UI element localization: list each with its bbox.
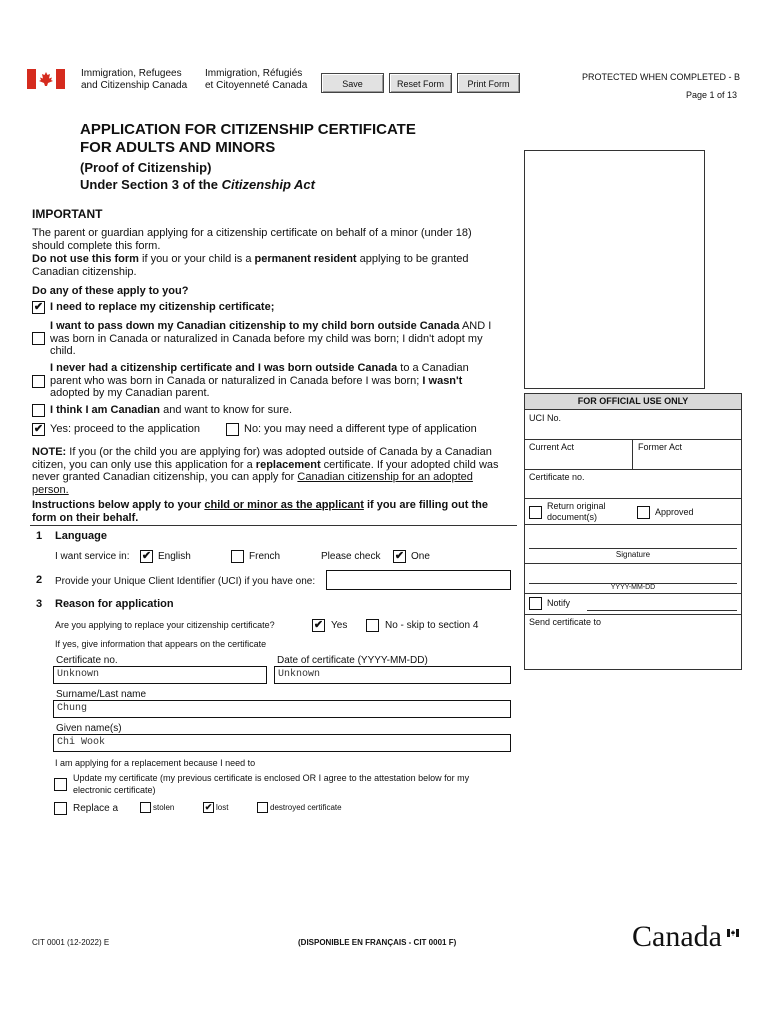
replace-no-checkbox[interactable]: [366, 619, 379, 632]
return-documents-checkbox[interactable]: [529, 506, 542, 519]
replace-yes-label: Yes: [331, 620, 348, 631]
page-subtitle: (Proof of Citizenship) Under Section 3 of the Citizenship Act: [80, 160, 315, 192]
canada-wordmark: Canada: [632, 920, 722, 953]
option-pass-down-checkbox[interactable]: [32, 332, 45, 345]
uci-input[interactable]: [326, 570, 511, 590]
official-uci-label: UCI No.: [529, 413, 562, 423]
option-think-canadian-checkbox[interactable]: [32, 404, 45, 417]
lost-checkbox[interactable]: ✔: [204, 802, 213, 812]
notify-checkbox[interactable]: [529, 597, 542, 610]
protected-label: PROTECTED WHEN COMPLETED - B: [582, 72, 741, 82]
divider: [30, 525, 517, 526]
page-title: APPLICATION FOR CITIZENSHIP CERTIFICATE FOR ADULTS AND MINORS: [80, 121, 416, 156]
french-label: French: [249, 551, 281, 562]
update-certificate-checkbox[interactable]: [54, 778, 67, 791]
print-form-button[interactable]: Print Form: [457, 73, 520, 93]
service-in-label: I want service in:: [55, 551, 130, 562]
no-different-app-label: No: you may need a different type of application: [244, 423, 477, 435]
date-format-label: YYYY-MM-DD: [610, 584, 656, 591]
option-never-had-checkbox[interactable]: [32, 375, 45, 388]
signature-label: Signature: [615, 550, 651, 559]
option-think-canadian-label: I think I am Canadian and want to know for sure.: [50, 404, 293, 416]
certificate-date-label: Date of certificate (YYYY-MM-DD): [277, 655, 428, 666]
approved-checkbox[interactable]: [637, 506, 650, 519]
replace-no-label: No - skip to section 4: [385, 620, 479, 631]
section3-heading: Reason for application: [55, 598, 174, 610]
replacement-reason-label: I am applying for a replacement because I need to: [55, 758, 256, 768]
replace-a-checkbox[interactable]: [54, 802, 67, 815]
replace-yes-checkbox[interactable]: ✔: [313, 619, 324, 631]
surname-input[interactable]: Chung: [53, 700, 511, 718]
uci-label: Provide your Unique Client Identifier (UCI) if you have one:: [55, 576, 316, 587]
save-button[interactable]: Save: [321, 73, 384, 93]
return-documents-label: Return original document(s): [547, 501, 606, 522]
french-availability: (DISPONIBLE EN FRANÇAIS - CIT 0001 F): [298, 938, 457, 947]
dept-name-en: Immigration, Refugees and Citizenship Canada: [81, 68, 188, 91]
reset-form-button[interactable]: Reset Form: [389, 73, 452, 93]
english-checkbox[interactable]: ✔: [141, 550, 152, 562]
official-use-panel: [524, 393, 742, 670]
section1-heading: Language: [55, 530, 107, 542]
send-certificate-label: Send certificate to: [529, 617, 602, 627]
certificate-no-label: Certificate no.: [56, 655, 118, 666]
adopted-person-link[interactable]: Canadian citizenship for an adopted person.: [32, 471, 473, 496]
lost-label: lost: [216, 803, 229, 812]
please-check-label: Please check: [321, 551, 381, 562]
one-label: One: [411, 551, 430, 562]
no-different-app-checkbox[interactable]: [226, 423, 239, 436]
option-never-had-label: I never had a citizenship certificate and I was born outside Canada to a Canadian parent who was born in Canada or naturalized in Canada before I was born; I wasn't adopted by my Canadian parent.: [50, 362, 469, 399]
option-replace-label: I need to replace my citizenship certificate;: [50, 301, 275, 313]
replace-question: Are you applying to replace your citizenship certificate?: [55, 620, 275, 630]
minor-instructions: Instructions below apply to your child or minor as the applicant if you are filling out the form on their behalf.: [32, 499, 488, 524]
canada-flag-icon: [27, 69, 65, 89]
approved-label: Approved: [655, 507, 694, 517]
former-act-label: Former Act: [638, 442, 683, 452]
if-yes-label: If yes, give information that appears on the certificate: [55, 639, 267, 649]
notify-label: Notify: [547, 598, 571, 608]
destroyed-checkbox[interactable]: [257, 802, 268, 813]
yes-proceed-label: Yes: proceed to the application: [50, 423, 201, 435]
important-text: The parent or guardian applying for a citizenship certificate on behalf of a minor (under 18) should complete this form. Do not use this form if you or your child is a permanent resident applying to be granted Canadian citizenship.: [32, 227, 472, 278]
stolen-label: stolen: [153, 803, 175, 812]
adoption-note: NOTE: If you (or the child you are applying for) was adopted outside of Canada by a Canadian citizen, you can only use this application for a replacement certificate. If your adopted child was never granted Canadian citizenship, you can apply for Canadian citizenship for an adopted person.: [32, 446, 499, 496]
section1-number: 1: [36, 530, 43, 542]
option-replace-checkbox[interactable]: ✔: [33, 301, 44, 313]
form-number: CIT 0001 (12-2022) E: [32, 938, 110, 947]
section3-number: 3: [36, 598, 43, 610]
one-checkbox[interactable]: ✔: [394, 550, 405, 562]
official-use-heading: FOR OFFICIAL USE ONLY: [525, 394, 741, 410]
wordmark-flag-icon: [727, 924, 739, 932]
update-certificate-label: Update my certificate (my previous certificate is enclosed OR I agree to the attestation below for my electronic certificate): [73, 773, 470, 795]
surname-label: Surname/Last name: [56, 689, 147, 700]
given-name-input[interactable]: Chi Wook: [53, 734, 511, 752]
dept-name-fr: Immigration, Réfugiés et Citoyenneté Canada: [205, 68, 308, 91]
question-label: Do any of these apply to you?: [32, 285, 189, 297]
yes-proceed-checkbox[interactable]: ✔: [33, 423, 44, 435]
section2-number: 2: [36, 574, 43, 586]
certificate-no-input[interactable]: Unknown: [53, 666, 267, 684]
official-certificate-no-label: Certificate no.: [529, 472, 585, 482]
photo-box: [524, 150, 705, 389]
option-pass-down-label: I want to pass down my Canadian citizenship to my child born outside Canada AND I was born in Canada or naturalized in Canada before my child was born; I didn't adopt my child.: [50, 320, 492, 357]
certificate-date-input[interactable]: Unknown: [274, 666, 511, 684]
important-heading: IMPORTANT: [32, 207, 103, 221]
french-checkbox[interactable]: [231, 550, 244, 563]
given-name-label: Given name(s): [56, 723, 122, 734]
stolen-checkbox[interactable]: [140, 802, 151, 813]
replace-a-label: Replace a: [73, 803, 119, 814]
page-number: Page 1 of 13: [686, 90, 738, 100]
english-label: English: [158, 551, 191, 562]
current-act-label: Current Act: [529, 442, 575, 452]
destroyed-label: destroyed certificate: [270, 803, 342, 812]
